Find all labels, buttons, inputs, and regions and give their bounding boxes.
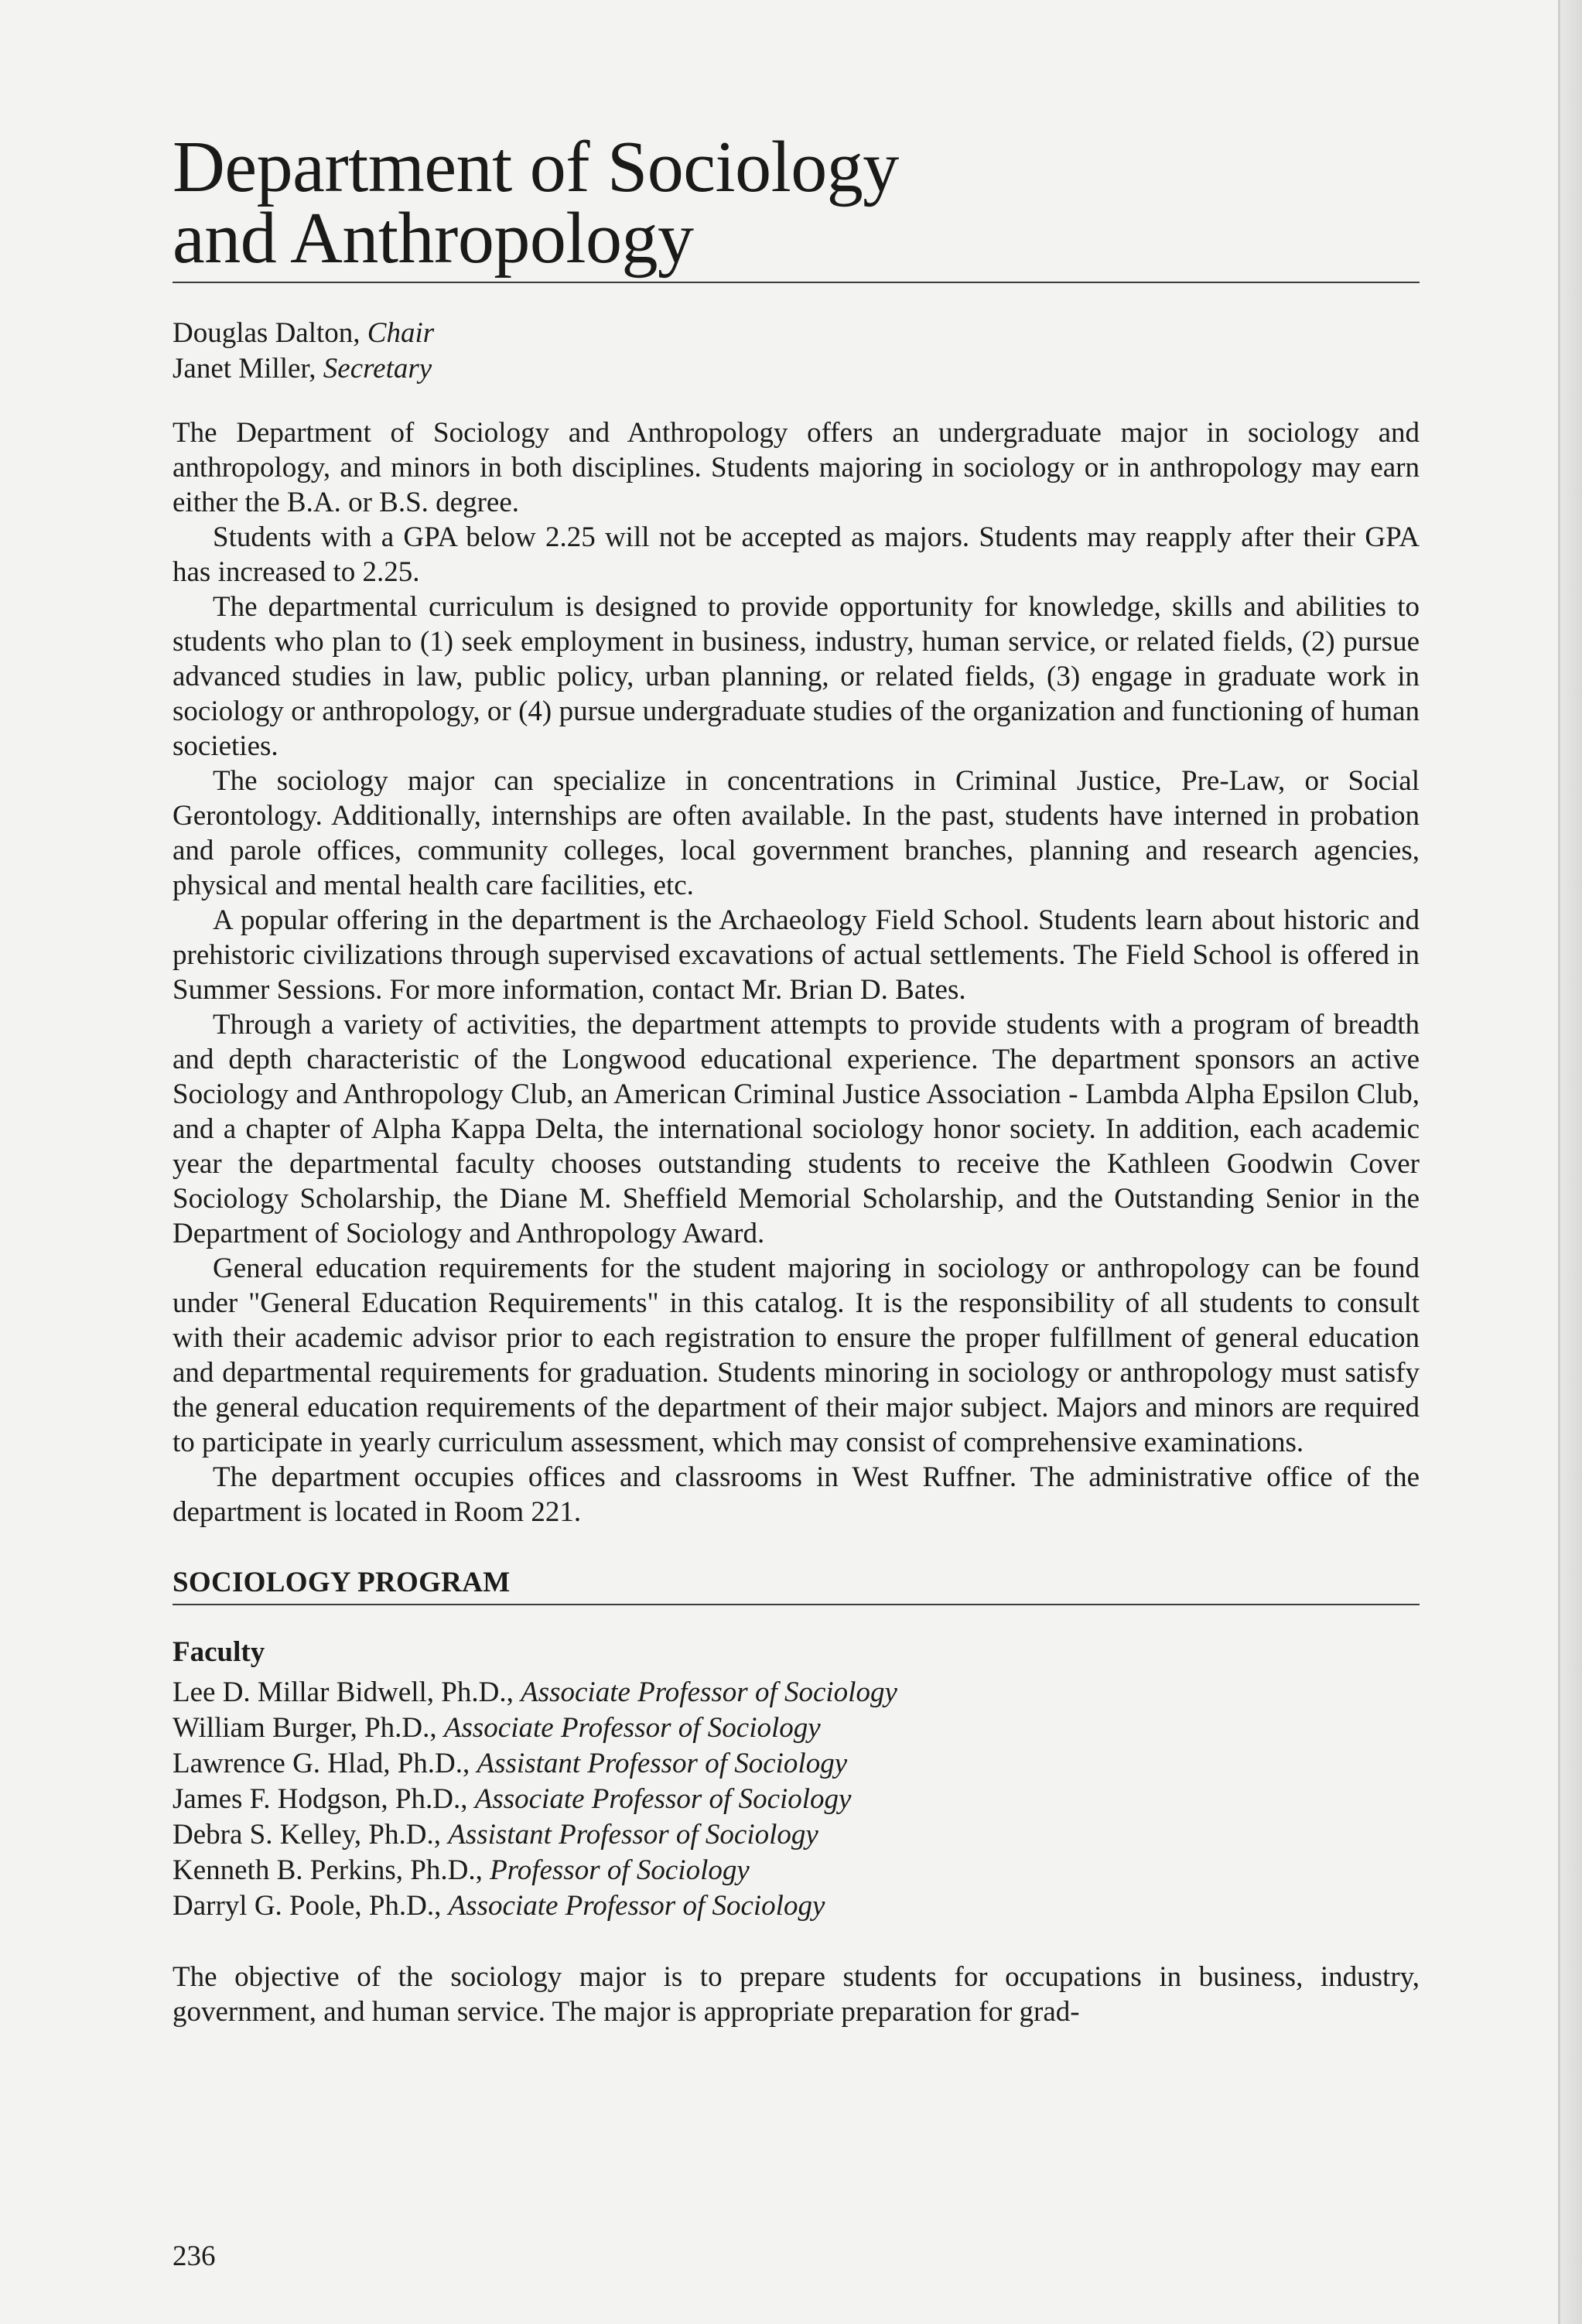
page-number: 236	[173, 2240, 216, 2272]
section-rule	[173, 1604, 1420, 1605]
faculty-title: Assistant Professor of Sociology	[448, 1819, 818, 1851]
paragraph: The departmental curriculum is designed to provide opportunity for knowledge, skills and abilities to students who plan to (1) seek employment in business, industry, human service, or related fields, (2) pursue advanced studies in law, public policy, urban planning, or related fields, (3) engage in graduate work in sociology or anthropology, or (4) pursue undergraduate studies of the organization and functioning of human societies.	[173, 591, 1420, 762]
faculty-member	[173, 1675, 1420, 1711]
title-rule	[173, 282, 1420, 283]
faculty-name: Kenneth B. Perkins, Ph.D.,	[173, 1854, 490, 1886]
staff-secretary	[173, 351, 1420, 387]
faculty-title: Associate Professor of Sociology	[443, 1712, 821, 1744]
page-title-line-1: Department of Sociology	[173, 127, 899, 207]
paragraph: The Department of Sociology and Anthropology offers an undergraduate major in sociology and anthropology, and minors in both disciplines. Students majoring in sociology or in anthropology may earn either the B.A. or B.S. degree.	[173, 417, 1420, 518]
faculty-title: Professor of Sociology	[490, 1854, 750, 1886]
staff-role: Secretary	[323, 353, 432, 384]
faculty-name: James F. Hodgson, Ph.D.,	[173, 1783, 475, 1815]
department-description	[173, 415, 1420, 1529]
paragraph: General education requirements for the student majoring in sociology or anthropology can be found under "General Education Requirements" in this catalog. It is the responsibility of all students to consult with their academic advisor prior to each registration to ensure the proper fulfillment of general education and departmental requirements for graduation. Students minoring in sociology or anthropology must satisfy the general education requirements of the department of their major subject. Majors and minors are required to participate in yearly curriculum assessment, which may consist of comprehensive examinations.	[173, 1253, 1420, 1458]
page-title	[173, 127, 1420, 279]
staff-name: Douglas Dalton,	[173, 317, 367, 349]
paragraph: The sociology major can specialize in concentrations in Criminal Justice, Pre-Law, or Social Gerontology. Additionally, internships are often available. In the past, students have interned in probation and parole offices, community colleges, local government branches, planning and research agencies, physical and mental health care facilities, etc.	[173, 765, 1420, 901]
paragraph: The department occupies offices and classrooms in West Ruffner. The administrative office of the department is located in Room 221.	[173, 1461, 1420, 1528]
faculty-member	[173, 1746, 1420, 1782]
faculty-name: William Burger, Ph.D.,	[173, 1712, 444, 1744]
department-staff	[173, 316, 1420, 387]
faculty-title: Associate Professor of Sociology	[474, 1783, 852, 1815]
faculty-member	[173, 1782, 1420, 1817]
staff-chair	[173, 316, 1420, 351]
faculty-name: Lee D. Millar Bidwell, Ph.D.,	[173, 1676, 521, 1708]
faculty-name: Lawrence G. Hlad, Ph.D.,	[173, 1748, 477, 1779]
faculty-name: Debra S. Kelley, Ph.D.,	[173, 1819, 449, 1851]
faculty-member	[173, 1888, 1420, 1924]
staff-name: Janet Miller,	[173, 353, 323, 384]
faculty-heading: Faculty	[173, 1636, 265, 1668]
page-edge	[1560, 0, 1582, 2324]
faculty-title: Assistant Professor of Sociology	[477, 1748, 848, 1779]
paragraph: A popular offering in the department is the Archaeology Field School. Students learn about historic and prehistoric civilizations through supervised excavations of actual settlements. The Field School is offered in Summer Sessions. For more information, contact Mr. Brian D. Bates.	[173, 904, 1420, 1006]
document-body	[173, 127, 1420, 2029]
program-objective	[173, 1960, 1420, 2029]
faculty-member	[173, 1711, 1420, 1746]
section-heading: SOCIOLOGY PROGRAM	[173, 1567, 511, 1598]
page-title-line-2: and Anthropology	[173, 198, 694, 279]
faculty-name: Darryl G. Poole, Ph.D.,	[173, 1890, 449, 1922]
faculty-title: Associate Professor of Sociology	[448, 1890, 825, 1922]
faculty-title: Associate Professor of Sociology	[521, 1676, 897, 1708]
faculty-member	[173, 1817, 1420, 1853]
faculty-list	[173, 1675, 1420, 1924]
paragraph: Students with a GPA below 2.25 will not be accepted as majors. Students may reapply after their GPA has increased to 2.25.	[173, 521, 1420, 588]
staff-role: Chair	[367, 317, 435, 349]
paragraph: Through a variety of activities, the department attempts to provide students with a program of breadth and depth characteristic of the Longwood educational experience. The department sponsors an active Sociology and Anthropology Club, an American Criminal Justice Association - Lambda Alpha Epsilon Club, and a chapter of Alpha Kappa Delta, the international sociology honor society. In addition, each academic year the departmental faculty chooses outstanding students to receive the Kathleen Goodwin Cover Sociology Scholarship, the Diane M. Sheffield Memorial Scholarship, and the Outstanding Senior in the Department of Sociology and Anthropology Award.	[173, 1009, 1420, 1249]
faculty-member	[173, 1853, 1420, 1888]
paragraph: The objective of the sociology major is to prepare students for occupations in business, industry, government, and human service. The major is appropriate preparation for grad-	[173, 1961, 1420, 2028]
